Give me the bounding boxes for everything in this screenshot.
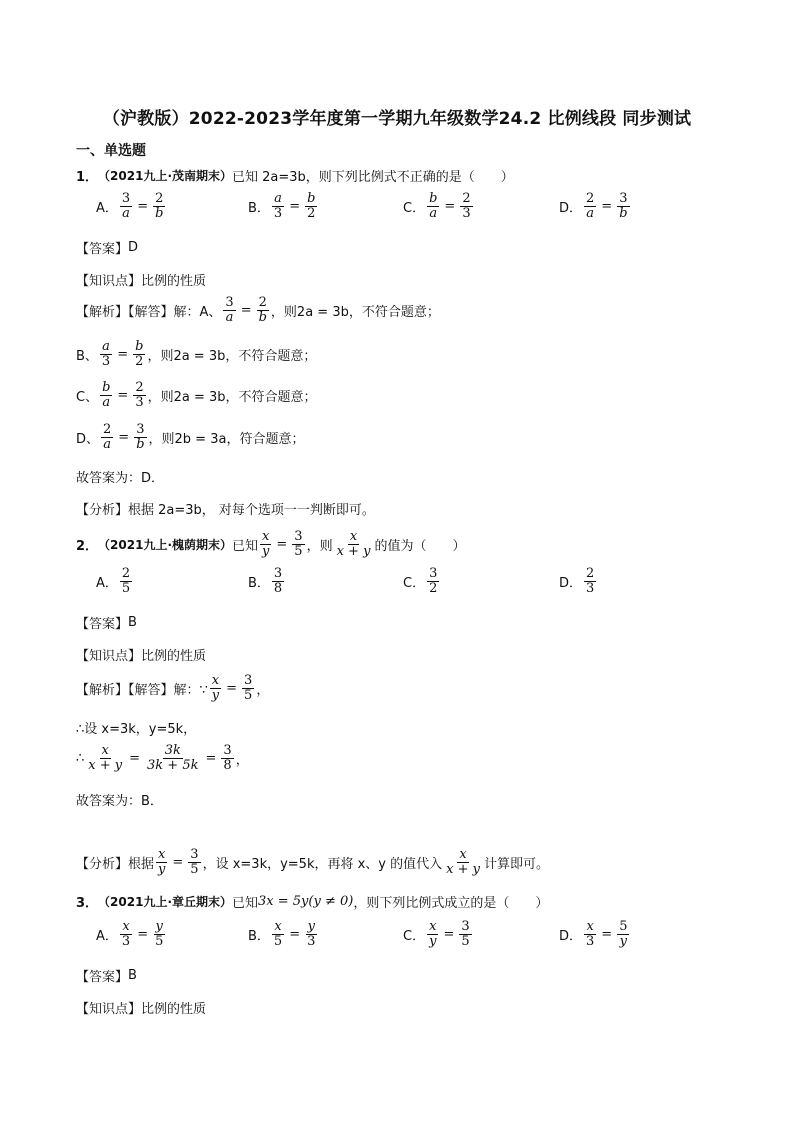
section-heading: 一、单选题 [76,143,146,159]
question-3-stem [76,892,548,911]
option-label: B． [248,200,270,216]
question-text: 已知 [232,896,259,911]
fraction: $\frac{x}{y}$ [429,919,437,949]
analysis-tag: 【解析】【解答】解：∵ [76,682,208,698]
knowledge-value: 比例的性质 [141,1002,207,1017]
fraction-3-over-5: $\frac{3}{5}$ [294,529,303,559]
answer-value: D [128,240,139,255]
knowledge-tag: 【知识点】 [76,649,142,664]
q2-conclusion: 故答案为：B． [76,794,163,809]
option-label: C． [403,928,426,944]
fenxi-text: 根据 2a=3b， 对每个选项一一判断即可。 [128,503,375,518]
question-number: 3． [76,896,99,911]
question-2-stem: 2． （2021九上·槐荫期末） 已知 $\frac{x}{y}$ = $\frac{3}{5}$ ，则 $\frac{x}{x + y}$ 的值为（ ） [76,529,466,559]
analysis-tag: 【解析】【解答】解：A、 [76,304,222,320]
option-a [96,567,134,595]
answer-value: B [128,615,137,630]
analysis-line: C、 $\frac{b}{a}$ = $\frac{2}{3}$ ，则2a = 3b，不符合题意； [76,380,317,410]
fraction-x-over-x-plus-y: $\frac{x}{x + y}$ [88,743,123,773]
option-d [559,567,598,595]
fraction: $\frac{2}{3}$ [462,191,471,221]
fraction: $\frac{2}{3}$ [135,380,144,410]
fraction-3-over-5: $\frac{3}{5}$ [190,847,199,877]
option-label: D． [559,928,583,944]
knowledge-tag: 【知识点】 [76,1002,142,1017]
fraction-3-over-8: $\frac{3}{8}$ [223,743,232,773]
q1-fenxi [76,499,375,518]
option-label: A． [96,200,118,216]
option-label: C． [403,200,426,216]
question-text: 已知 [232,538,259,554]
analysis-line: 【解析】【解答】解：A、 $\frac{3}{a}$ = $\frac{2}{b}$ ，则2a = 3b，不符合题意； [76,295,440,325]
option-a: A． $\frac{x}{3}$ = $\frac{y}{5}$ [96,919,164,949]
analysis-prefix: D、 [76,431,100,447]
q1-knowledge-point [76,270,206,289]
fraction: $\frac{x}{3}$ [586,919,595,949]
option-d: D． $\frac{2}{a}$ = $\frac{3}{b}$ [559,191,628,221]
question-number: 1． [76,170,99,185]
q2-fenxi: 【分析】 根据 $\frac{x}{y}$ = $\frac{3}{5}$ ，设 x=3k，y=5k，再将 x、y 的值代入 $\frac{x}{x + y}$ 计算即可。 [76,847,549,877]
fraction: $\frac{a}{3}$ [101,339,111,369]
q2-answer [76,613,137,632]
analysis-text: ，则2a = 3b，不符合题意； [270,304,440,320]
option-label: B． [248,575,270,591]
fraction: $\frac{b}{a}$ [429,191,438,221]
fraction: $\frac{3}{b}$ [619,191,628,221]
therefore-sign: ∴ [76,750,85,766]
q2-therefore: ∴ $\frac{x}{x + y}$ = $\frac{3k}{3k + 5k}$ = $\frac{3}{8}$ ， [76,743,249,773]
page-title: （沪教版）2022-2023学年度第一学期九年级数学24.2 比例线段 同步测试 [102,109,692,129]
q1-answer [76,238,138,257]
fraction: $\frac{y}{5}$ [155,919,164,949]
option-b [248,567,286,595]
option-b: B． $\frac{a}{3}$ = $\frac{b}{2}$ [248,191,316,221]
fenxi-text: ，设 x=3k，y=5k，再将 x、y 的值代入 [202,856,443,872]
question-text: ，则下列比例式成立的是（ ） [353,896,549,911]
fenxi-tag: 【分析】 [76,856,129,872]
option-label: B． [248,928,270,944]
question-math: 3x = 5y(y ≠ 0) [258,894,354,909]
q2-analysis: 【解析】【解答】解：∵ $\frac{x}{y}$ = $\frac{3}{5}$ ， [76,673,270,703]
fraction: $\frac{5}{y}$ [619,919,628,949]
fraction: $\frac{b}{2}$ [135,339,144,369]
option-c: C． $\frac{x}{y}$ = $\frac{3}{5}$ [403,919,470,949]
option-c: C． $\frac{b}{a}$ = $\frac{2}{3}$ [403,191,471,221]
fraction-x-over-y: $\frac{x}{y}$ [158,847,166,877]
fenxi-text: 根据 [128,856,155,872]
fraction: $\frac{3}{8}$ [273,566,283,596]
fenxi-tag: 【分析】 [76,503,129,518]
fraction: $\frac{3}{5}$ [461,919,470,949]
fraction: $\frac{a}{3}$ [273,191,283,221]
knowledge-tag: 【知识点】 [76,274,142,289]
analysis-prefix: B、 [76,348,98,364]
q1-conclusion: 故答案为：D． [76,471,165,486]
fraction: $\frac{2}{a}$ [586,191,595,221]
option-d: D． $\frac{x}{3}$ = $\frac{5}{y}$ [559,919,628,949]
fraction-3-over-5: $\frac{3}{5}$ [244,673,253,703]
analysis-prefix: C、 [76,389,99,405]
answer-value: B [128,968,137,983]
analysis-line: B、 $\frac{a}{3}$ = $\frac{b}{2}$ ，则2a = 3b，不符合题意； [76,339,317,369]
fraction-x-over-x-plus-y: $\frac{x}{x + y}$ [446,847,480,877]
question-text: 已知 2a=3b，则下列比例式不正确的是（ ） [232,170,514,185]
question-source: （2021九上·茂南期末） [98,169,233,183]
analysis-line: D、 $\frac{2}{a}$ = $\frac{3}{b}$ ，则2b = 3a，符合题意； [76,422,305,452]
fenxi-text: 计算即可。 [483,856,549,872]
analysis-text: ，则2b = 3a，符合题意； [148,431,305,447]
knowledge-value: 比例的性质 [141,274,207,289]
fraction-x-over-y: $\frac{x}{y}$ [262,529,270,559]
fraction: $\frac{3}{a}$ [121,191,131,221]
q3-answer [76,966,137,985]
option-label: D． [559,200,583,216]
fraction: $\frac{b}{a}$ [102,380,111,410]
fraction: $\frac{x}{5}$ [273,919,283,949]
fraction: $\frac{2}{a}$ [103,422,112,452]
q3-knowledge-point [76,998,206,1017]
knowledge-value: 比例的性质 [141,649,207,664]
answer-tag: 【答案】 [76,970,129,985]
option-c [403,567,441,595]
fraction: $\frac{3}{a}$ [225,295,234,325]
fraction: $\frac{3}{2}$ [429,566,438,596]
option-label: C． [403,575,426,591]
question-source: （2021九上·章丘期末） [98,895,233,909]
fraction-x-over-x-plus-y: $\frac{x}{x + y}$ [336,529,371,559]
fraction: $\frac{2}{b}$ [258,295,267,325]
q2-set-line: ∴设 x=3k，y=5k， [76,722,197,737]
fraction: $\frac{b}{2}$ [307,191,316,221]
question-number: 2． [76,538,99,554]
analysis-text: ，则2a = 3b，不符合题意； [147,348,317,364]
question-1-stem [76,166,514,185]
option-label: A． [96,928,118,944]
question-text: ，则 [306,538,333,554]
fraction: $\frac{2}{b}$ [155,191,164,221]
fraction-x-over-y: $\frac{x}{y}$ [211,673,220,703]
question-source: （2021九上·槐荫期末） [98,537,233,552]
option-b: B． $\frac{x}{5}$ = $\frac{y}{3}$ [248,919,316,949]
fraction: $\frac{x}{3}$ [121,919,131,949]
option-a: A． $\frac{3}{a}$ = $\frac{2}{b}$ [96,191,164,221]
fraction: $\frac{2}{3}$ [586,566,595,596]
fraction: $\frac{2}{5}$ [121,566,131,596]
question-text: 的值为（ ） [374,538,466,554]
fraction: $\frac{y}{3}$ [307,919,316,949]
answer-tag: 【答案】 [76,617,129,632]
fraction: $\frac{3}{b}$ [136,422,145,452]
option-label: D． [559,575,583,591]
option-label: A． [96,575,118,591]
analysis-text: ，则2a = 3b，不符合题意； [147,389,317,405]
fraction-3k-over-3k-plus-5k: $\frac{3k}{3k + 5k}$ [147,743,199,773]
q2-knowledge-point [76,645,206,664]
answer-tag: 【答案】 [76,242,129,257]
